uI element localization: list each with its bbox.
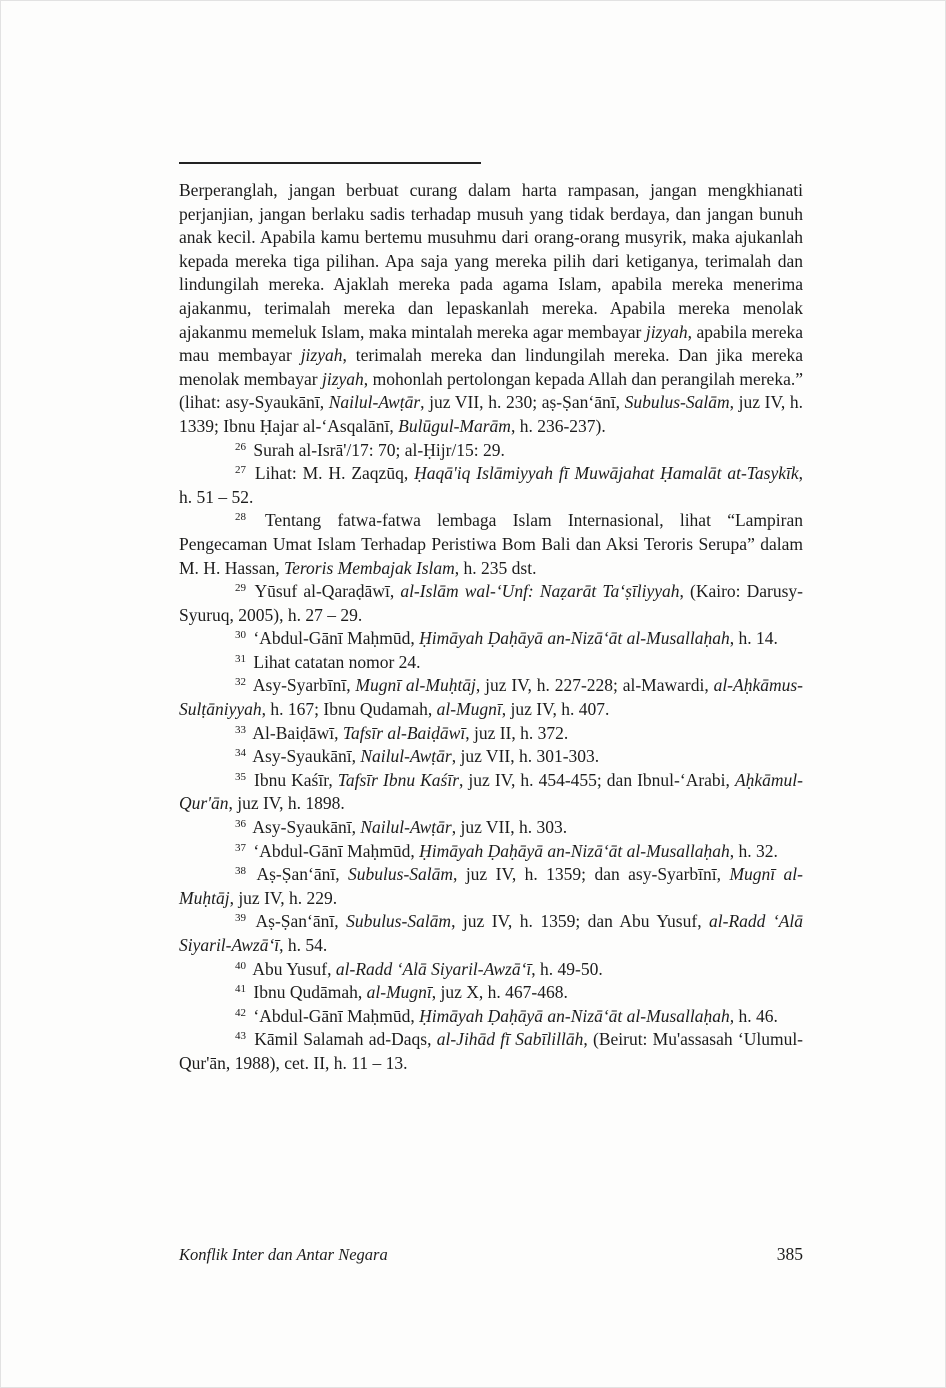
footnotes-section [179, 179, 803, 1076]
work-title: Ḥimāyah Ḍaḥāyā an-Nizā‘āt al-Musallaḥah [419, 840, 730, 861]
footnote-number: 30 [235, 629, 246, 642]
footnote-text: , mohonlah pertolongan kepada Allah dan perangilah mereka.” (lihat: asy-Syaukānī, [179, 368, 803, 413]
footnote-text: , terimalah mereka dan lindungilah mereka. Dan jika mereka menolak membayar [179, 345, 803, 389]
footnote-text: Surah al-Isrā'/17: 70; al-Ḥijr/15: 29. [253, 439, 505, 460]
footnote-text: , juz IV, h. 454-455; dan Ibnul-‘Arabi, [459, 769, 735, 790]
work-title: Aḥkāmul-Qur'ān [179, 769, 803, 814]
work-title: al-Islām wal-‘Unf: Naẓarāt Ta‘ṣīliyyah [400, 581, 680, 602]
work-title: Tafsīr Ibnu Kaśīr [337, 769, 460, 790]
footnote-text: , juz IV, h. 1898. [228, 793, 345, 814]
footnote-number: 33 [235, 723, 246, 736]
work-title: Nailul-Awṭār [360, 746, 452, 767]
footnote-text: h. 46. [734, 1005, 778, 1026]
footnote-text: ‘Abdul-Gānī Maḥmūd, [253, 1005, 420, 1026]
work-title: jizyah [321, 368, 364, 389]
footnote-text: , juz IV, h. 407. [501, 699, 610, 720]
footnote-text: Asy-Syaukānī, [252, 746, 361, 767]
footnote-text: , h. 167; Ibnu Qudamah, [261, 699, 437, 720]
work-title: Mugnī al-Muḥtāj [179, 864, 803, 908]
footnote-text: , juz IV, h. 227-228; al-Mawardi, [475, 675, 714, 696]
footnote-number: 32 [235, 676, 246, 689]
footnote-text: Ibnu Qudāmah, [253, 982, 367, 1003]
work-title: Ḥimāyah Ḍaḥāyā an-Nizā‘āt al-Musallaḥah [419, 628, 730, 649]
work-title: Subulus-Salām [348, 864, 454, 885]
work-title: al-Mugnī [436, 699, 502, 720]
work-title: Teroris Membajak Islam [284, 557, 455, 578]
work-title: al-Mugnī [366, 982, 432, 1003]
work-title: Ḥaqā'iq Islāmiyyah fī Muwājahat Ḥamalāt at-Tasykīk [414, 463, 799, 484]
footnote-40 [179, 958, 803, 982]
work-title: Mugnī al-Muḥtāj [355, 675, 476, 696]
footnote-31 [179, 651, 803, 675]
footnote-39 [179, 910, 803, 957]
footnote-27 [179, 462, 803, 509]
footnote-text: Asy-Syarbīnī, [252, 675, 356, 696]
footnote-33 [179, 722, 803, 746]
footnote-text: , juz VII, h. 230; aṣ-Ṣan‘ānī, [420, 392, 625, 413]
footnote-text: Tentang fatwa-fatwa lembaga Islam Internasional, lihat “Lampiran Pengecaman Umat Islam Terhadap Peristiwa Bom Bali dan Aksi Teroris Serupa” dalam M. H. Hassan, [179, 510, 803, 578]
footnote-continuation [179, 179, 803, 439]
footnote-text: Lihat: M. H. Zaqzūq, [254, 463, 415, 484]
footnote-41 [179, 981, 803, 1005]
work-title: Subulus-Salām [346, 911, 452, 932]
footnote-text: , juz VII, h. 303. [451, 817, 568, 838]
footnote-text: , (Kairo: Darusy-Syuruq, 2005), h. 27 – 29. [179, 581, 804, 625]
work-title: al-Radd ‘Alā Siyaril-Awzā‘ī [335, 958, 532, 979]
footnote-text: Yūsuf al-Qaraḍāwī, [254, 581, 401, 602]
footnote-text: , juz IV, h. 229. [229, 887, 338, 908]
work-title: al-Jihād fī Sabīlillāh [436, 1029, 584, 1050]
footnote-number: 27 [235, 464, 246, 477]
work-title: jizyah [300, 345, 343, 366]
footnote-number: 37 [235, 841, 246, 854]
footnote-32 [179, 674, 803, 721]
footnote-text: Aṣ-Ṣan‘ānī, [256, 864, 349, 885]
work-title: al-Aḥkāmus-Sulṭāniyyah [179, 675, 803, 720]
footnote-text: Lihat catatan nomor 24. [253, 651, 421, 672]
footnote-37 [179, 840, 803, 864]
footnote-number: 29 [235, 582, 246, 595]
page-number: 385 [776, 1244, 803, 1264]
footnote-text: , apabila mereka mau membayar [179, 321, 803, 366]
footnote-number: 34 [235, 747, 246, 760]
footnote-text: , juz II, h. 372. [465, 722, 569, 743]
footnote-26 [179, 439, 803, 463]
footnote-number: 39 [235, 912, 246, 925]
footnote-text: Asy-Syaukānī, [252, 817, 361, 838]
footnote-text: , h. 54. [279, 935, 328, 955]
work-title: Bulūgul-Marām [398, 415, 511, 436]
footnote-number: 26 [235, 440, 246, 453]
footnotes-area [179, 162, 803, 1076]
footnote-text: , h. 51 – 52. [179, 463, 804, 507]
footnote-text: , h. 235 dst. [454, 557, 537, 578]
footnote-text: , h. 14. [729, 628, 778, 649]
footnote-42 [179, 1005, 803, 1029]
running-title: Konflik Inter dan Antar Negara [179, 1245, 388, 1264]
footnote-text: Kāmil Salamah ad-Daqs, [254, 1029, 437, 1050]
work-title: Nailul-Awṭār [360, 817, 452, 838]
footnote-number: 43 [235, 1030, 246, 1043]
footnote-number: 38 [235, 865, 246, 878]
footnote-30 [179, 627, 803, 651]
footnote-text: Al-Baiḍāwī, [252, 722, 343, 743]
footnote-text: , juz IV, h. 1359; dan Abu Yusuf, [451, 911, 710, 932]
footnote-text: ‘Abdul-Gānī Maḥmūd, [253, 840, 420, 861]
footnote-text: ‘Abdul-Gānī Maḥmūd, [253, 628, 420, 649]
page-footer [179, 1244, 803, 1265]
footnote-separator-rule [179, 162, 481, 164]
footnote-number: 40 [235, 959, 246, 972]
footnote-text: Aṣ-Ṣan‘ānī, [255, 911, 347, 932]
footnote-number: 41 [235, 983, 246, 996]
footnote-text: Ibnu Kaśīr, [254, 769, 338, 790]
work-title: al-Radd ‘Alā Siyaril-Awzā‘ī [179, 911, 803, 955]
footnote-number: 42 [235, 1006, 246, 1019]
footnote-text: , h. 32. [729, 840, 778, 861]
footnote-38 [179, 863, 803, 910]
footnote-number: 28 [235, 511, 246, 524]
footnote-29 [179, 580, 803, 627]
footnote-text: , juz IV, h. 1359; dan asy-Syarbīnī, [453, 864, 730, 885]
footnote-number: 35 [235, 770, 246, 783]
footnote-36 [179, 816, 803, 840]
footnote-text: , (Beirut: Mu'assasah ‘Ulumul-Qur'ān, 1988), cet. II, h. 11 – 13. [179, 1029, 804, 1073]
footnote-35 [179, 769, 803, 816]
footnote-text: , juz X, h. 467-468. [431, 982, 568, 1003]
footnote-43 [179, 1028, 803, 1075]
work-title: Ḥimāyah Ḍaḥāyā an-Nizā‘āt al-Musallaḥah, [419, 1005, 735, 1026]
footnote-28 [179, 509, 803, 580]
footnote-34 [179, 745, 803, 769]
footnote-text: , h. 49-50. [531, 958, 603, 979]
work-title: Subulus-Salām [624, 392, 730, 413]
footnote-number: 36 [235, 818, 246, 831]
footnote-text: , h. 236-237). [510, 415, 606, 436]
footnote-text: , juz VII, h. 301-303. [451, 746, 600, 767]
footnote-text: Abu Yusuf, [252, 958, 336, 979]
work-title: Tafsīr al-Baiḍāwī [342, 722, 466, 743]
footnote-number: 31 [235, 652, 246, 665]
work-title: jizyah [645, 321, 688, 342]
work-title: Nailul-Awṭār [328, 392, 421, 413]
footnote-text: , juz IV, h. 1339; Ibnu Ḥajar al-‘Asqalānī, [179, 392, 804, 436]
footnote-text: Berperanglah, jangan berbuat curang dalam harta rampasan, jangan mengkhianati perjanjian, jangan berlaku sadis terhadap musuh yang tidak berdaya, dan jangan bunuh anak kecil. Apabila kamu bertemu musuhmu dari orang-orang musyrik, maka ajukanlah kepada mereka tiga pilihan. Apa saja yang mereka pilih dari ketiganya, terimalah dan lindungilah mereka. Ajaklah mereka pada agama Islam, apabila mereka menerima ajakanmu, terimalah mereka dan lepaskanlah mereka. Apabila mereka menolak ajakanmu memeluk Islam, maka mintalah mereka agar membayar [179, 180, 803, 342]
